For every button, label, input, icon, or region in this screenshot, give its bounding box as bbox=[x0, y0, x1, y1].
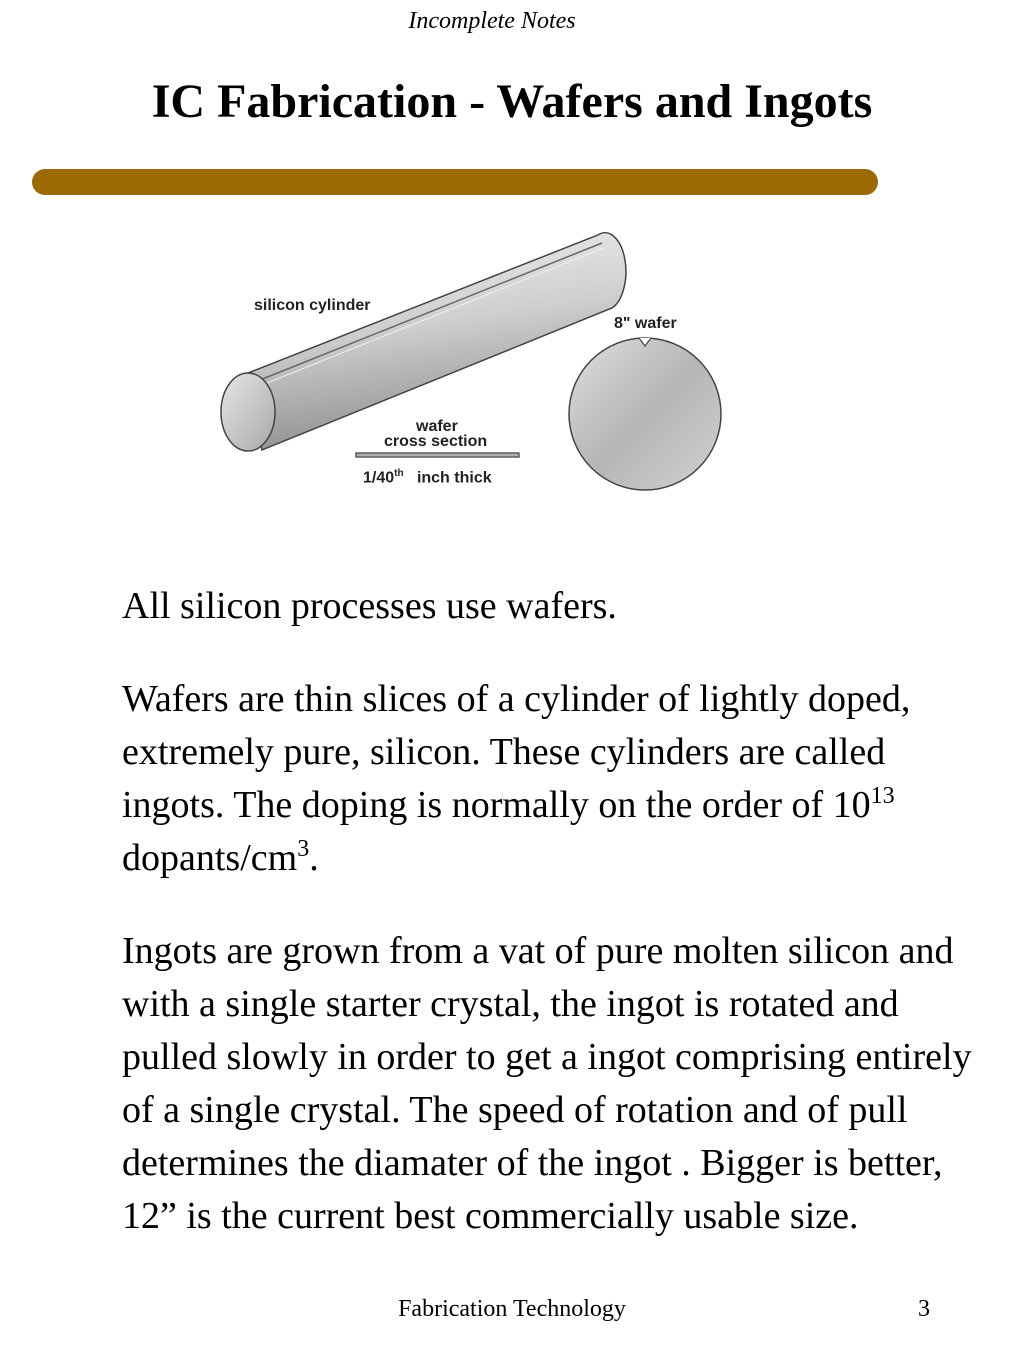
title-underline-bar bbox=[32, 169, 878, 195]
wafer-disc bbox=[569, 338, 721, 490]
dopants-unit: dopants/cm bbox=[122, 837, 298, 879]
paragraph-wafers-text: Wafers are thin slices of a cylinder of lightly doped, extremely pure, silicon. These cylinders are called ingots. The doping is normally on the order of 10 bbox=[122, 678, 911, 826]
exponent-13: 13 bbox=[870, 783, 895, 809]
footer-title: Fabrication Technology bbox=[398, 1296, 626, 1322]
thickness-superscript: th bbox=[394, 468, 404, 479]
label-8-inch-wafer: 8" wafer bbox=[614, 315, 677, 332]
ingot-wafer-illustration bbox=[210, 225, 730, 500]
paragraph-ingots: Ingots are grown from a vat of pure molten silicon and with a single starter crystal, the ingot is rotated and pulled slowly in order to get a ingot comprising entirely of a single crystal. The speed of rotation and of pull determines the diamater of the ingot . Bigger is better, 12” is the current best commercially usable size. bbox=[122, 930, 972, 1237]
label-wafer: wafer bbox=[416, 418, 458, 435]
header-note: Incomplete Notes bbox=[408, 8, 576, 34]
label-cross-section: cross section bbox=[384, 433, 488, 450]
label-silicon-cylinder: silicon cylinder bbox=[254, 297, 371, 314]
ingot-wafer-drawing bbox=[210, 225, 730, 500]
slide-title: IC Fabrication - Wafers and Ingots bbox=[151, 75, 873, 128]
paragraph-wafers-end: . bbox=[309, 837, 319, 879]
exponent-3: 3 bbox=[297, 836, 310, 862]
thickness-fraction: 1/40 bbox=[363, 469, 395, 487]
paragraph-intro: All silicon processes use wafers. bbox=[122, 585, 617, 627]
ingot-end-face bbox=[221, 373, 275, 451]
paragraph-wafers bbox=[122, 673, 982, 885]
page-number: 3 bbox=[918, 1296, 930, 1322]
label-thickness bbox=[363, 469, 492, 486]
thickness-unit: inch thick bbox=[416, 469, 492, 487]
